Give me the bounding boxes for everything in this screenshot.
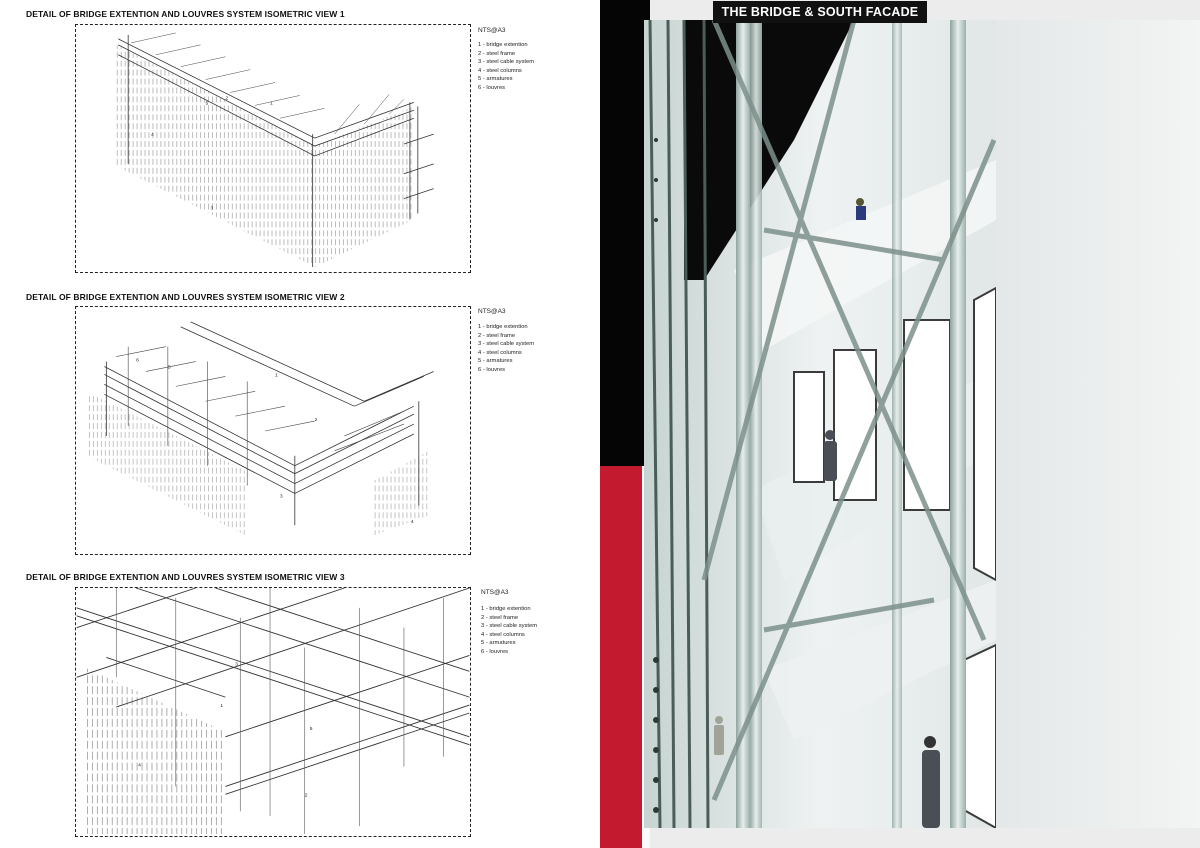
legend-item: 2 - steel frame [478,332,516,339]
view-2-callout-6: 6 [136,358,139,364]
render-sheet [600,0,1200,848]
legend-item: 3 - steel cable system [478,341,535,348]
view-3-drawing [75,587,471,837]
view-2-callout-1: 1 [274,373,278,379]
legend-item: 1 - bridge extention [478,324,528,330]
view-1-callout-3: 3 [210,206,214,212]
view-1-scale: NTS@A3 [478,27,506,34]
view-3-scale: NTS@A3 [481,589,509,596]
view-1-legend [478,41,534,93]
legend-item: 3 - steel cable system [478,59,535,66]
red-accent-band [600,466,642,848]
view-1-callout-2: 2 [225,96,229,102]
legend-item: 5 - armatures [478,76,513,83]
legend-item: 6 - louvres [478,366,506,373]
legend-item: 2 - steel frame [478,50,516,57]
view-3-callout-2: 2 [304,793,308,799]
legend-item: 4 - steel columns [481,631,525,638]
bridge-facade-render [644,20,996,828]
view-2-callout-5: 5 [167,365,171,371]
legend-item: 4 - steel columns [478,67,522,74]
legend-item: 5 - armatures [478,358,513,365]
legend-item: 2 - steel frame [481,614,519,621]
light-wall-strip [996,20,1200,828]
view-1-callout-5: 5 [205,101,209,107]
legend-item: 6 - louvres [481,648,509,655]
view-3-callout-4: 4 [138,763,141,769]
legend-item: 6 - louvres [478,84,506,91]
view-2-legend [478,323,534,375]
view-1-callout-4: 4 [150,133,154,139]
night-sky-panel [600,0,650,466]
view-2-title: DETAIL OF BRIDGE EXTENTION AND LOUVRES SYSTEM ISOMETRIC VIEW 2 [26,292,345,302]
view-2-drawing [75,306,471,555]
view-3-legend [481,605,537,657]
view-2-scale: NTS@A3 [478,308,506,315]
view-2-callout-2: 2 [314,418,318,424]
legend-item: 1 - bridge extention [481,606,531,612]
view-3-callout-5: 5 [309,726,313,732]
view-2-callout-4: 4 [410,520,414,526]
view-3-title: DETAIL OF BRIDGE EXTENTION AND LOUVRES SYSTEM ISOMETRIC VIEW 3 [26,572,345,582]
view-3-callout-1: 1 [220,704,224,710]
legend-item: 5 - armatures [481,640,516,647]
view-1-title: DETAIL OF BRIDGE EXTENTION AND LOUVRES SYSTEM ISOMETRIC VIEW 1 [26,9,345,19]
view-3-callout-3: 3 [235,662,239,668]
view-2-callout-3: 3 [279,494,283,500]
legend-item: 3 - steel cable system [481,623,538,630]
legend-item: 1 - bridge extention [478,42,528,48]
view-1-drawing [75,24,471,273]
view-1-callout-1: 1 [270,101,273,107]
render-title: THE BRIDGE & SOUTH FACADE [713,1,927,23]
legend-item: 4 - steel columns [478,349,522,356]
